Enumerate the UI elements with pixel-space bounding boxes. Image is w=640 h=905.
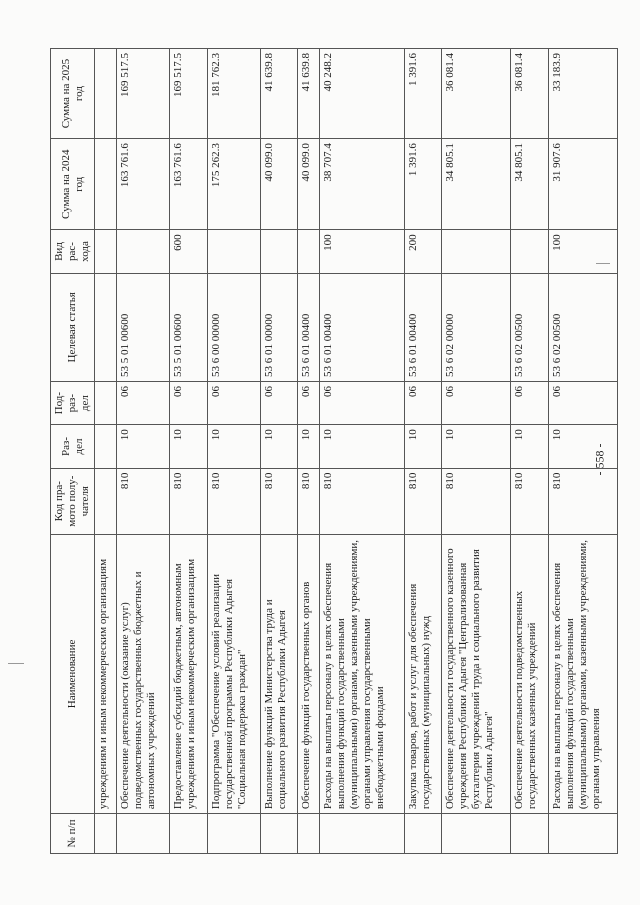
cell-podrazdel: 06	[320, 381, 405, 424]
cell-razdel	[95, 425, 117, 468]
table-row	[404, 49, 442, 854]
cell-razdel: 10	[298, 425, 320, 468]
cell-sum-2025: 169 517.5	[170, 49, 208, 139]
cell-vid: 100	[548, 230, 617, 273]
cell-sum-2024: 1 391.6	[404, 139, 442, 230]
cell-podrazdel: 06	[170, 381, 208, 424]
cell-name: Обеспечение деятельности (оказание услуг) подведомственных государственных бюджетных и автономных учреждений	[116, 534, 169, 813]
cell-name: Предоставление субсидий бюджетным, автономным учреждениям и иным некоммерческим организациям	[170, 534, 208, 813]
cell-num	[548, 814, 617, 854]
cell-razdel: 10	[207, 425, 260, 468]
cell-vid: 600	[170, 230, 208, 273]
cell-vid: 200	[404, 230, 442, 273]
cell-sum-2025: 41 639.8	[260, 49, 298, 139]
cell-name: Расходы на выплаты персоналу в целях обеспечения выполнения функций государственными (муниципальными) органами, казенными учреждениями, органами управления	[548, 534, 617, 813]
col-header-name: Наименование	[51, 534, 95, 813]
cell-vid	[260, 230, 298, 273]
budget-table	[50, 48, 618, 854]
cell-num	[404, 814, 442, 854]
cell-razdel: 10	[511, 425, 549, 468]
cell-name: Выполнение функций Министерства труда и социального развития Республики Адыгея	[260, 534, 298, 813]
cell-sum-2025: 41 639.8	[298, 49, 320, 139]
cell-num	[116, 814, 169, 854]
budget-table-page	[50, 48, 618, 854]
cell-name: Обеспечение функций государственных органов	[298, 534, 320, 813]
cell-sum-2025: 33 183.9	[548, 49, 617, 139]
col-header-2024: Сумма на 2024 год	[51, 139, 95, 230]
cell-sum-2025: 36 081.4	[511, 49, 549, 139]
table-row	[260, 49, 298, 854]
cell-sum-2024: 38 707.4	[320, 139, 405, 230]
cell-podrazdel	[95, 381, 117, 424]
cell-num	[260, 814, 298, 854]
cell-sum-2024: 34 805.1	[442, 139, 511, 230]
cell-name: учреждениям и иным некоммерческим организациям	[95, 534, 117, 813]
cell-num	[170, 814, 208, 854]
cell-razdel: 10	[404, 425, 442, 468]
cell-kod	[95, 468, 117, 534]
col-header-kod: Код пра- мото полу- чателя	[51, 468, 95, 534]
cell-sum-2025	[95, 49, 117, 139]
cell-tsel: 53 6 01 00400	[404, 273, 442, 381]
cell-name: Подпрограмма "Обеспечение условий реализации государственной программы Республики Адыгея "Социальная поддержка граждан"	[207, 534, 260, 813]
cell-razdel: 10	[320, 425, 405, 468]
cell-vid	[207, 230, 260, 273]
cell-tsel: 53 5 01 00600	[170, 273, 208, 381]
cell-num	[320, 814, 405, 854]
cell-tsel: 53 6 01 00000	[260, 273, 298, 381]
col-header-tsel: Целевая статья	[51, 273, 95, 381]
cell-kod: 810	[548, 468, 617, 534]
cell-tsel: 53 6 01 00400	[320, 273, 405, 381]
cell-podrazdel: 06	[116, 381, 169, 424]
cell-tsel: 53 6 02 00000	[442, 273, 511, 381]
cell-name: Расходы на выплаты персоналу в целях обеспечения выполнения функций государственными (муниципальными) органами, казенными учреждениями, органами управления государственными внебюджетными фондами	[320, 534, 405, 813]
cell-sum-2024: 31 907.6	[548, 139, 617, 230]
col-header-razdel: Раз- дел	[51, 425, 95, 468]
cell-kod: 810	[442, 468, 511, 534]
cell-kod: 810	[511, 468, 549, 534]
cell-vid: 100	[320, 230, 405, 273]
table-row	[207, 49, 260, 854]
cell-tsel: 53 5 01 00600	[116, 273, 169, 381]
cell-tsel: 53 6 02 00500	[548, 273, 617, 381]
cell-podrazdel: 06	[260, 381, 298, 424]
cell-kod: 810	[404, 468, 442, 534]
col-header-2025: Сумма на 2025 год	[51, 49, 95, 139]
table-row	[298, 49, 320, 854]
table-row	[95, 49, 117, 854]
cell-kod: 810	[260, 468, 298, 534]
cell-vid	[298, 230, 320, 273]
table-row	[442, 49, 511, 854]
cell-sum-2024: 175 262.3	[207, 139, 260, 230]
cell-num	[95, 814, 117, 854]
cell-sum-2024: 163 761.6	[170, 139, 208, 230]
table-row	[170, 49, 208, 854]
cell-razdel: 10	[548, 425, 617, 468]
cell-podrazdel: 06	[442, 381, 511, 424]
page-number: - 558 -	[592, 443, 607, 476]
cell-razdel: 10	[260, 425, 298, 468]
table-header-row	[51, 49, 95, 854]
table-row	[511, 49, 549, 854]
cell-num	[511, 814, 549, 854]
cell-sum-2025: 36 081.4	[442, 49, 511, 139]
cell-sum-2024: 163 761.6	[116, 139, 169, 230]
cell-sum-2025: 40 248.2	[320, 49, 405, 139]
table-row	[116, 49, 169, 854]
cell-tsel: 53 6 02 00500	[511, 273, 549, 381]
cell-kod: 810	[207, 468, 260, 534]
cell-num	[442, 814, 511, 854]
cell-sum-2024	[95, 139, 117, 230]
cell-name: Обеспечение деятельности подведомственных государственных казенных учреждений	[511, 534, 549, 813]
cell-tsel	[95, 273, 117, 381]
cell-podrazdel: 06	[511, 381, 549, 424]
cell-kod: 810	[320, 468, 405, 534]
cell-tsel: 53 6 01 00400	[298, 273, 320, 381]
col-header-vid: Вид рас- хода	[51, 230, 95, 273]
cell-tsel: 53 6 00 00000	[207, 273, 260, 381]
cell-razdel: 10	[170, 425, 208, 468]
cell-name: Закупка товаров, работ и услуг для обеспечения государственных (муниципальных) нужд	[404, 534, 442, 813]
cell-num	[207, 814, 260, 854]
cell-kod: 810	[298, 468, 320, 534]
cell-vid	[116, 230, 169, 273]
cell-podrazdel: 06	[207, 381, 260, 424]
table-row	[320, 49, 405, 854]
cell-kod: 810	[116, 468, 169, 534]
cell-sum-2024: 40 099.0	[298, 139, 320, 230]
cell-sum-2025: 1 391.6	[404, 49, 442, 139]
cell-razdel: 10	[116, 425, 169, 468]
cell-sum-2024: 40 099.0	[260, 139, 298, 230]
cell-podrazdel: 06	[404, 381, 442, 424]
cell-sum-2025: 181 762.3	[207, 49, 260, 139]
cell-name: Обеспечение деятельности государственного казенного учреждения Республики Адыгея "Централизованная бухгалтерия учреждений труда и социального развития Республики Адыгея"	[442, 534, 511, 813]
cell-num	[298, 814, 320, 854]
cell-vid	[95, 230, 117, 273]
cell-vid	[511, 230, 549, 273]
cell-podrazdel: 06	[548, 381, 617, 424]
col-header-podrazdel: Под- раз- дел	[51, 381, 95, 424]
cell-sum-2024: 34 805.1	[511, 139, 549, 230]
table-row	[548, 49, 617, 854]
cell-sum-2025: 169 517.5	[116, 49, 169, 139]
cell-razdel: 10	[442, 425, 511, 468]
cell-vid	[442, 230, 511, 273]
scan-mark	[8, 663, 24, 664]
cell-kod: 810	[170, 468, 208, 534]
cell-podrazdel: 06	[298, 381, 320, 424]
col-header-num: № п/п	[51, 814, 95, 854]
